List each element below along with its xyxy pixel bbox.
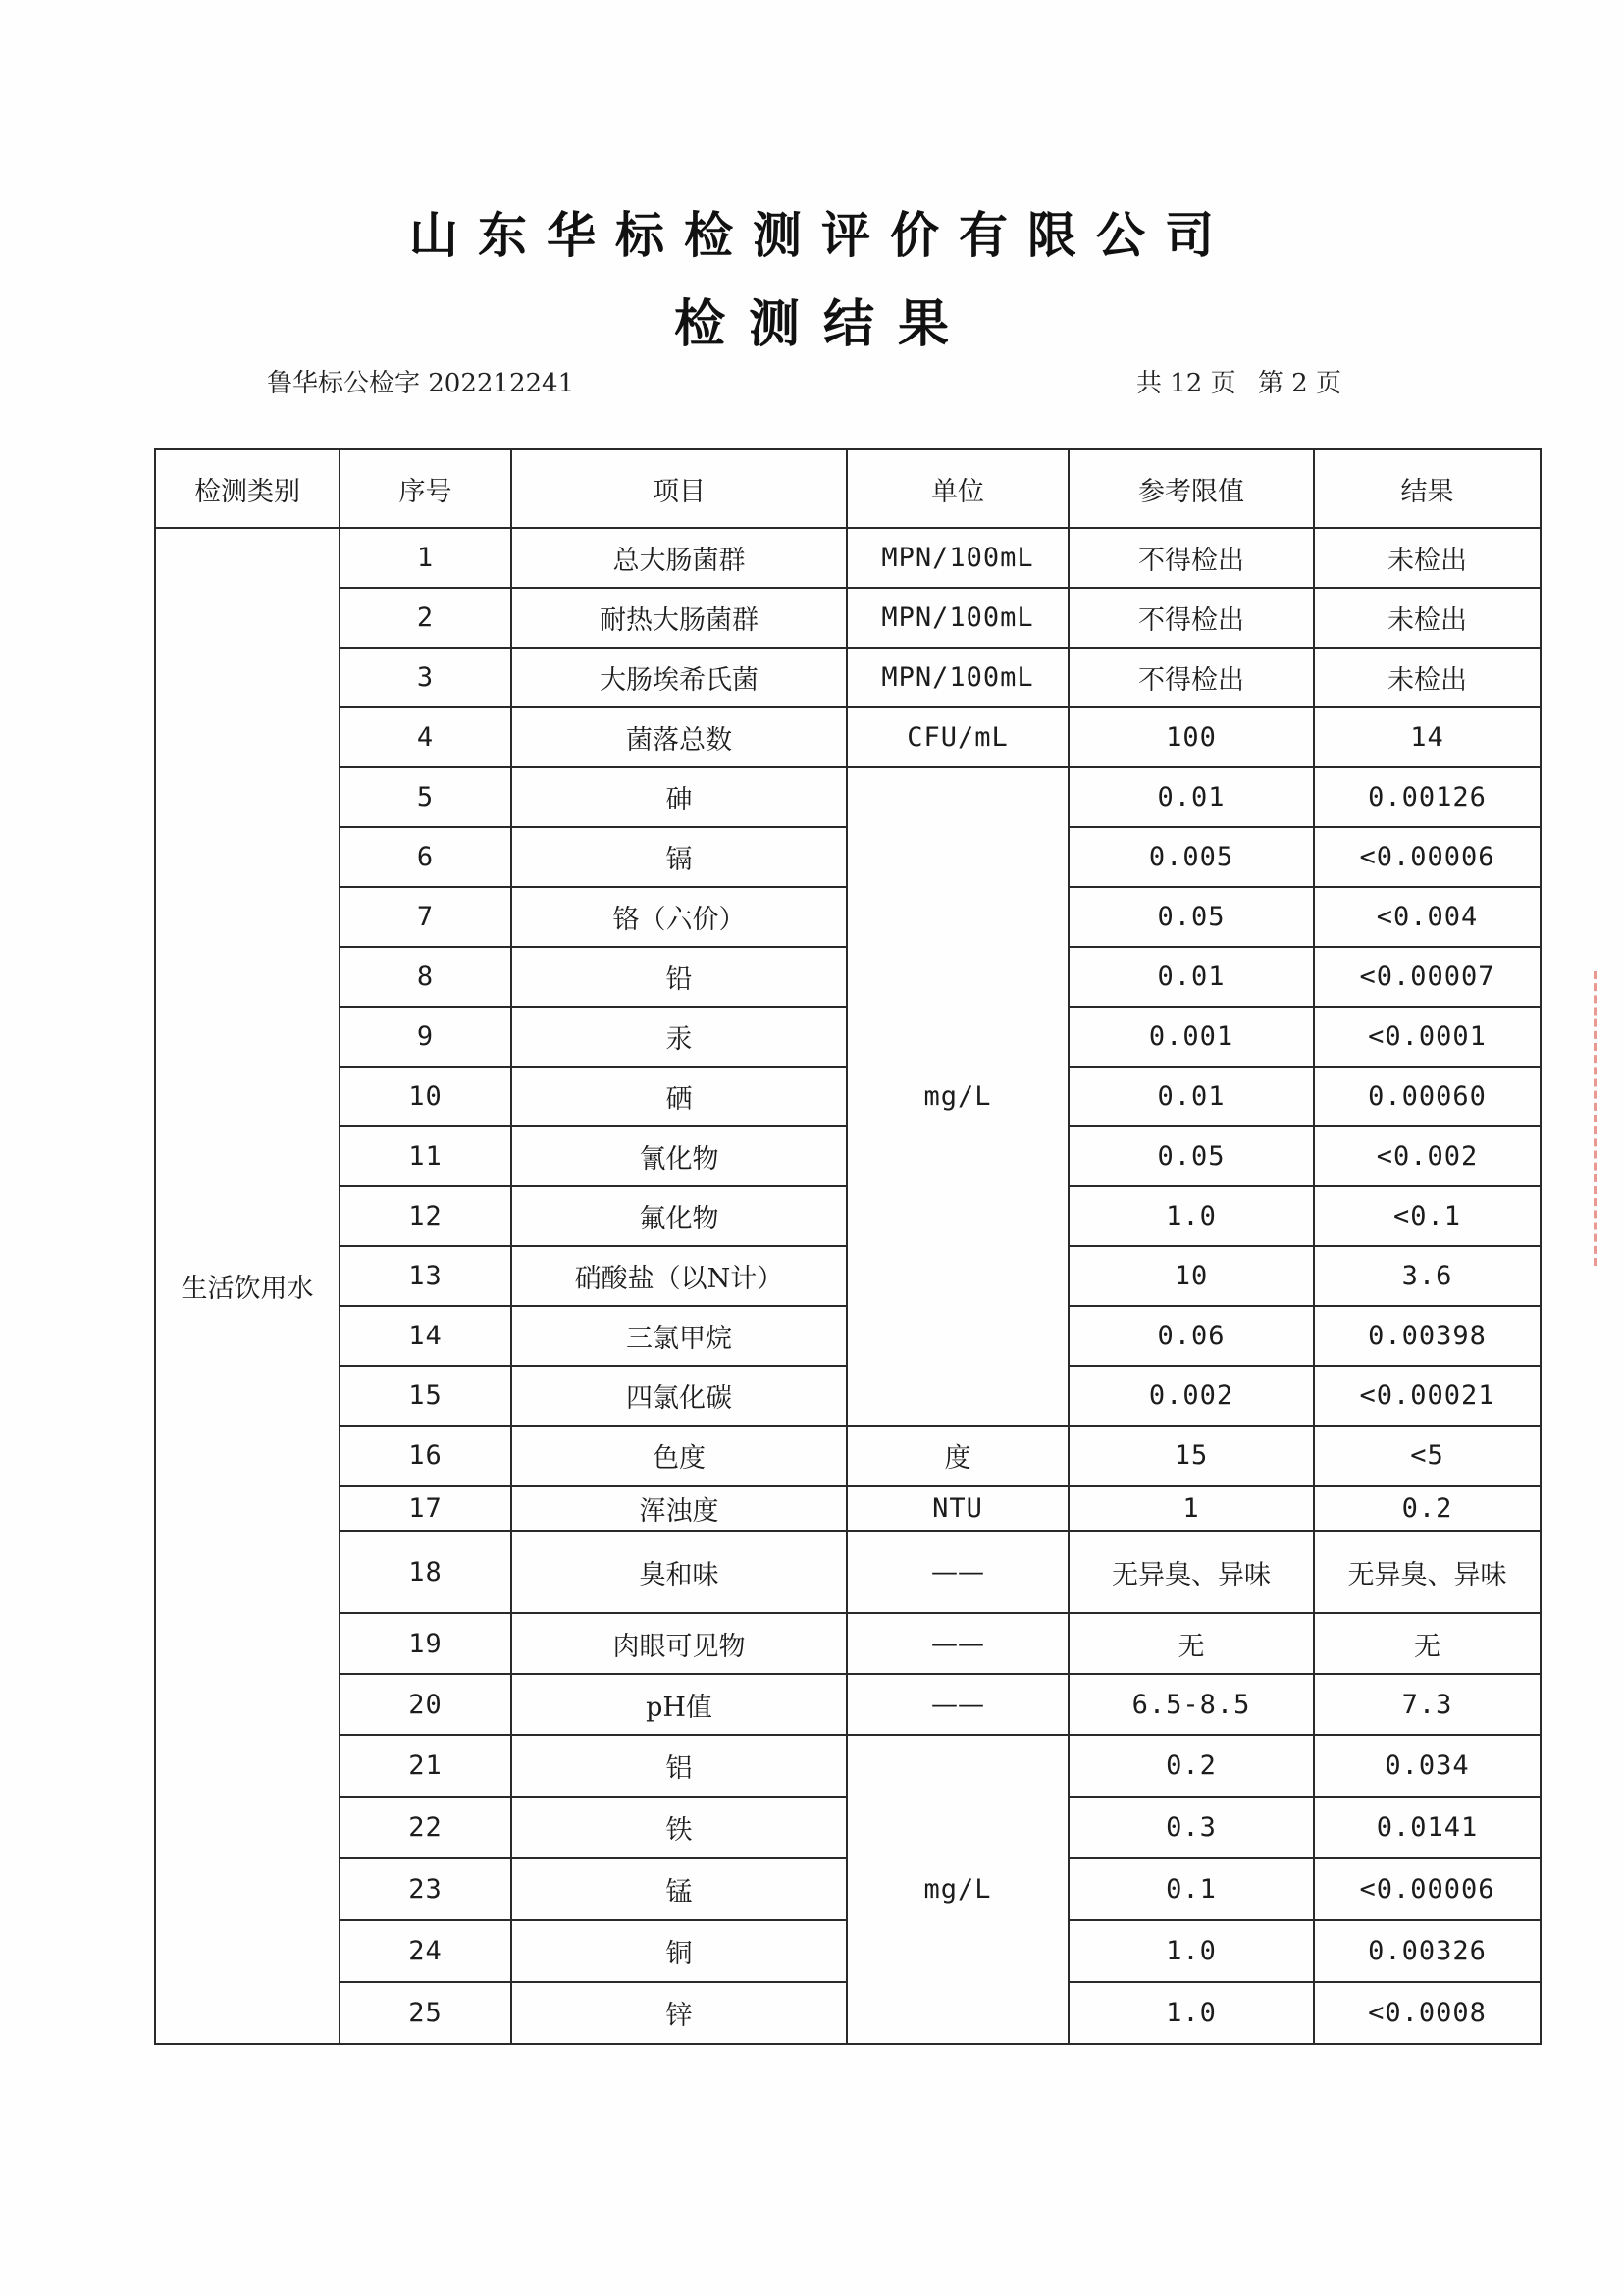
row-no: 8 — [340, 947, 511, 1007]
row-result: 3.6 — [1314, 1246, 1541, 1306]
total-pages: 共 12 页 — [1136, 369, 1236, 398]
row-no: 24 — [340, 1920, 511, 1982]
row-no: 1 — [340, 528, 511, 588]
row-result: <0.0008 — [1314, 1982, 1541, 2044]
company-title: 山东华标检测评价有限公司 — [409, 207, 1233, 264]
table-header-row — [155, 449, 1541, 528]
table-row — [155, 588, 1541, 648]
row-unit: MPN/100mL — [847, 588, 1069, 648]
row-limit: 0.002 — [1069, 1366, 1314, 1426]
row-limit: 0.05 — [1069, 887, 1314, 947]
table-row — [155, 707, 1541, 767]
row-limit: 0.06 — [1069, 1306, 1314, 1366]
row-item: 臭和味 — [511, 1531, 847, 1613]
row-result: <0.002 — [1314, 1126, 1541, 1186]
row-item: 砷 — [511, 767, 847, 827]
row-no: 14 — [340, 1306, 511, 1366]
row-limit: 不得检出 — [1069, 648, 1314, 707]
report-title: 检测结果 — [673, 295, 972, 354]
table-row — [155, 1674, 1541, 1735]
row-result: 7.3 — [1314, 1674, 1541, 1735]
row-limit: 0.01 — [1069, 767, 1314, 827]
row-unit-group: mg/L — [847, 1735, 1069, 2044]
row-no: 11 — [340, 1126, 511, 1186]
row-result: 未检出 — [1314, 588, 1541, 648]
row-result: <0.004 — [1314, 887, 1541, 947]
row-no: 20 — [340, 1674, 511, 1735]
row-unit: CFU/mL — [847, 707, 1069, 767]
row-result: 0.2 — [1314, 1486, 1541, 1531]
table-row — [155, 648, 1541, 707]
page-indicator — [1136, 363, 1341, 399]
row-limit: 15 — [1069, 1426, 1314, 1486]
row-limit: 1.0 — [1069, 1920, 1314, 1982]
row-no: 13 — [340, 1246, 511, 1306]
row-item: 铁 — [511, 1797, 847, 1858]
table-row — [155, 1531, 1541, 1613]
row-result: <0.00006 — [1314, 827, 1541, 887]
row-unit: NTU — [847, 1486, 1069, 1531]
results-table — [154, 448, 1542, 2045]
row-no: 17 — [340, 1486, 511, 1531]
row-item: pH值 — [511, 1674, 847, 1735]
row-item: 铜 — [511, 1920, 847, 1982]
row-no: 6 — [340, 827, 511, 887]
row-result: 0.00060 — [1314, 1067, 1541, 1126]
table-row — [155, 1735, 1541, 1797]
seal-edge-mark — [1594, 971, 1623, 1266]
table-row — [155, 528, 1541, 588]
report-number: 鲁华标公检字 202212241 — [267, 369, 575, 398]
row-result: <0.00007 — [1314, 947, 1541, 1007]
row-limit: 1.0 — [1069, 1982, 1314, 2044]
row-result: <0.00006 — [1314, 1858, 1541, 1920]
row-result: <0.00021 — [1314, 1366, 1541, 1426]
row-item: 铝 — [511, 1735, 847, 1797]
row-result: 0.00326 — [1314, 1920, 1541, 1982]
table-row — [155, 1426, 1541, 1486]
row-no: 18 — [340, 1531, 511, 1613]
row-no: 2 — [340, 588, 511, 648]
row-item: 锌 — [511, 1982, 847, 2044]
row-limit: 0.001 — [1069, 1007, 1314, 1067]
row-unit: MPN/100mL — [847, 648, 1069, 707]
row-limit: 无 — [1069, 1613, 1314, 1674]
row-limit: 0.01 — [1069, 1067, 1314, 1126]
header-category: 检测类别 — [155, 449, 340, 528]
row-item: 大肠埃希氏菌 — [511, 648, 847, 707]
row-item: 氟化物 — [511, 1186, 847, 1246]
row-item: 耐热大肠菌群 — [511, 588, 847, 648]
row-limit: 0.01 — [1069, 947, 1314, 1007]
row-limit: 6.5-8.5 — [1069, 1674, 1314, 1735]
row-no: 15 — [340, 1366, 511, 1426]
row-unit-group: mg/L — [847, 767, 1069, 1426]
row-limit: 0.2 — [1069, 1735, 1314, 1797]
row-limit: 不得检出 — [1069, 588, 1314, 648]
row-item: 汞 — [511, 1007, 847, 1067]
row-no: 21 — [340, 1735, 511, 1797]
header-item: 项目 — [511, 449, 847, 528]
row-no: 12 — [340, 1186, 511, 1246]
row-limit: 0.05 — [1069, 1126, 1314, 1186]
row-limit: 0.005 — [1069, 827, 1314, 887]
table-row — [155, 1613, 1541, 1674]
row-limit: 10 — [1069, 1246, 1314, 1306]
table-row — [155, 1486, 1541, 1531]
row-no: 9 — [340, 1007, 511, 1067]
row-result: 0.00126 — [1314, 767, 1541, 827]
row-no: 3 — [340, 648, 511, 707]
row-item: 硝酸盐（以N计） — [511, 1246, 847, 1306]
row-item: 肉眼可见物 — [511, 1613, 847, 1674]
row-item: 铅 — [511, 947, 847, 1007]
row-no: 22 — [340, 1797, 511, 1858]
row-result: 无异臭、异味 — [1314, 1531, 1541, 1613]
row-limit: 0.3 — [1069, 1797, 1314, 1858]
row-unit: 度 — [847, 1426, 1069, 1486]
category-cell: 生活饮用水 — [155, 528, 340, 2044]
row-result: 0.0141 — [1314, 1797, 1541, 1858]
row-no: 23 — [340, 1858, 511, 1920]
row-no: 10 — [340, 1067, 511, 1126]
row-item: 浑浊度 — [511, 1486, 847, 1531]
row-no: 5 — [340, 767, 511, 827]
row-result: 未检出 — [1314, 528, 1541, 588]
row-result: <0.0001 — [1314, 1007, 1541, 1067]
row-item: 总大肠菌群 — [511, 528, 847, 588]
row-item: 硒 — [511, 1067, 847, 1126]
row-limit: 无异臭、异味 — [1069, 1531, 1314, 1613]
row-no: 16 — [340, 1426, 511, 1486]
row-no: 25 — [340, 1982, 511, 2044]
row-result: <5 — [1314, 1426, 1541, 1486]
row-limit: 100 — [1069, 707, 1314, 767]
row-item: 菌落总数 — [511, 707, 847, 767]
row-result: 14 — [1314, 707, 1541, 767]
row-result: 0.034 — [1314, 1735, 1541, 1797]
current-page: 第 2 页 — [1257, 369, 1341, 398]
row-no: 4 — [340, 707, 511, 767]
row-item: 氰化物 — [511, 1126, 847, 1186]
row-result: <0.1 — [1314, 1186, 1541, 1246]
row-unit: —— — [847, 1613, 1069, 1674]
row-no: 19 — [340, 1613, 511, 1674]
row-limit: 0.1 — [1069, 1858, 1314, 1920]
row-item: 铬（六价） — [511, 887, 847, 947]
row-result: 无 — [1314, 1613, 1541, 1674]
row-item: 三氯甲烷 — [511, 1306, 847, 1366]
row-no: 7 — [340, 887, 511, 947]
row-limit: 不得检出 — [1069, 528, 1314, 588]
row-result: 0.00398 — [1314, 1306, 1541, 1366]
row-limit: 1.0 — [1069, 1186, 1314, 1246]
row-unit: —— — [847, 1531, 1069, 1613]
row-item: 色度 — [511, 1426, 847, 1486]
table-row — [155, 767, 1541, 827]
header-limit: 参考限值 — [1069, 449, 1314, 528]
row-item: 锰 — [511, 1858, 847, 1920]
row-limit: 1 — [1069, 1486, 1314, 1531]
row-item: 四氯化碳 — [511, 1366, 847, 1426]
header-unit: 单位 — [847, 449, 1069, 528]
row-item: 镉 — [511, 827, 847, 887]
row-unit: MPN/100mL — [847, 528, 1069, 588]
header-result: 结果 — [1314, 449, 1541, 528]
header-no: 序号 — [340, 449, 511, 528]
row-result: 未检出 — [1314, 648, 1541, 707]
row-unit: —— — [847, 1674, 1069, 1735]
